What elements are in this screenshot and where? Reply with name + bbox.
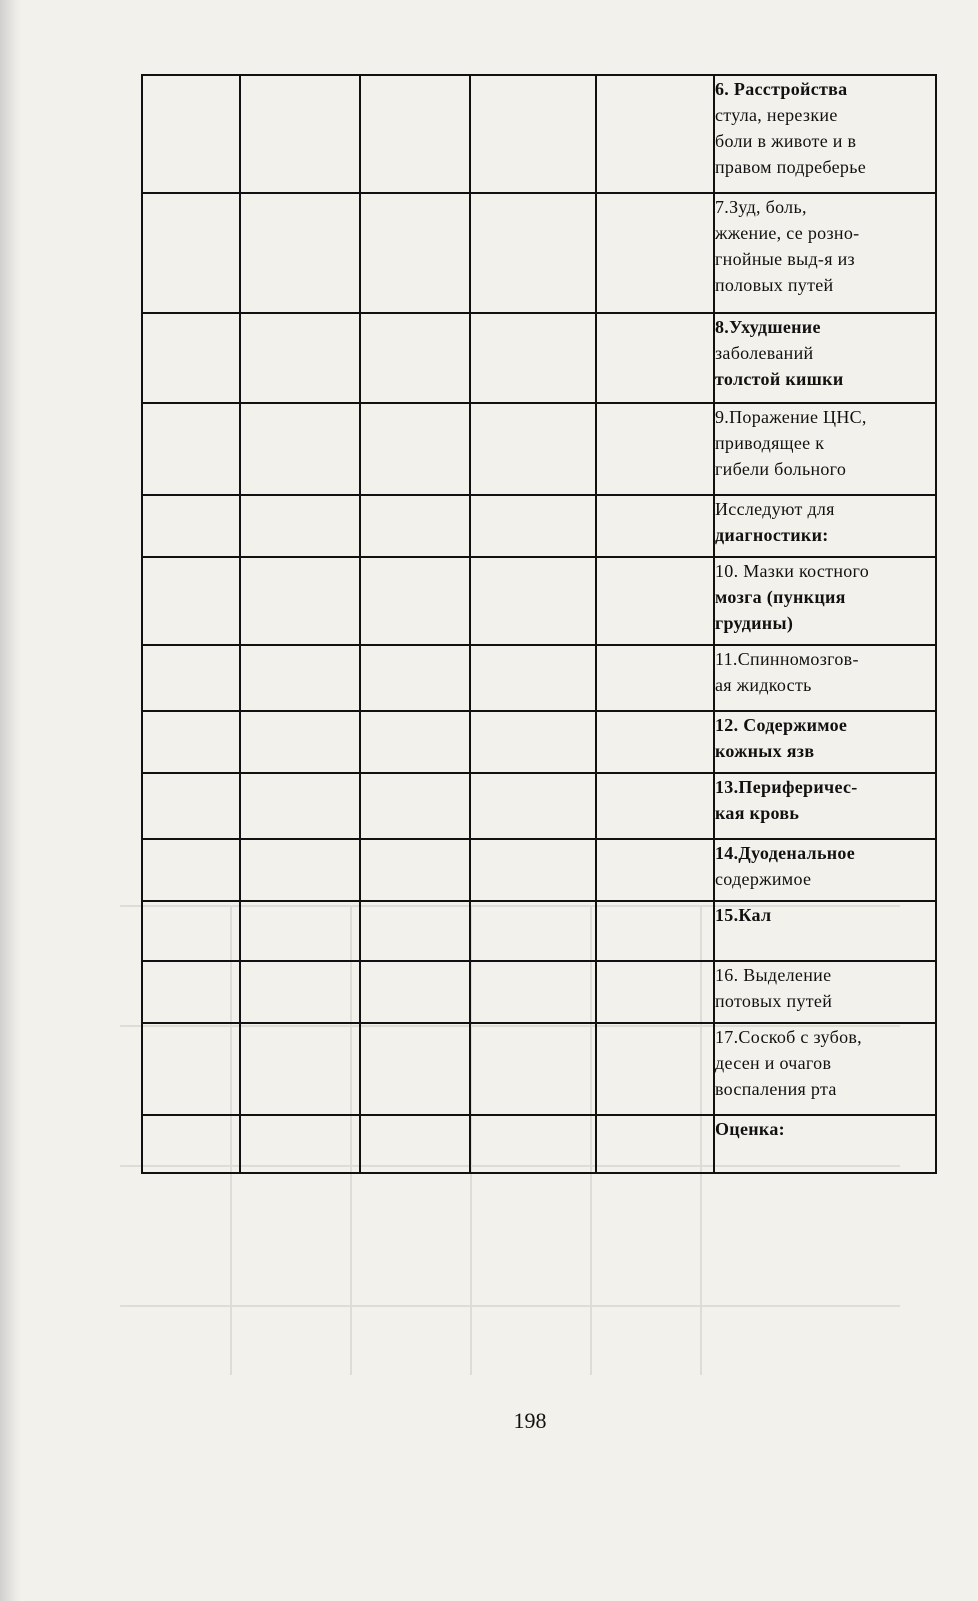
empty-cell	[470, 711, 596, 773]
criteria-line: жжение, се розно-	[715, 223, 860, 243]
page-number: 198	[513, 1408, 547, 1433]
empty-cell	[470, 313, 596, 403]
empty-cell	[240, 557, 360, 645]
empty-cell	[596, 839, 714, 901]
criteria-cell	[714, 901, 936, 961]
book-binding-shadow	[0, 0, 22, 1601]
criteria-line: грудины)	[715, 613, 794, 633]
table-row	[142, 1023, 936, 1115]
empty-cell	[142, 1023, 240, 1115]
criteria-line: толстой кишки	[715, 369, 844, 389]
empty-cell	[142, 1115, 240, 1173]
empty-cell	[470, 839, 596, 901]
criteria-line: воспаления рта	[715, 1079, 837, 1099]
criteria-cell	[714, 645, 936, 711]
empty-cell	[470, 403, 596, 495]
empty-cell	[142, 495, 240, 557]
empty-cell	[240, 773, 360, 839]
criteria-line: 7.Зуд, боль,	[715, 197, 807, 217]
empty-cell	[596, 313, 714, 403]
empty-cell	[360, 403, 470, 495]
criteria-line: кая кровь	[715, 803, 800, 823]
empty-cell	[142, 961, 240, 1023]
empty-cell	[360, 773, 470, 839]
criteria-line: 13.Периферичес-	[715, 777, 858, 797]
criteria-line: потовых путей	[715, 991, 833, 1011]
criteria-line: стула, нерезкие	[715, 105, 838, 125]
criteria-line: приводящее к	[715, 433, 825, 453]
empty-cell	[360, 901, 470, 961]
criteria-cell	[714, 773, 936, 839]
table-row	[142, 313, 936, 403]
empty-cell	[142, 403, 240, 495]
table-row	[142, 773, 936, 839]
table-row	[142, 711, 936, 773]
empty-cell	[596, 901, 714, 961]
empty-cell	[240, 901, 360, 961]
empty-cell	[470, 495, 596, 557]
empty-cell	[360, 645, 470, 711]
empty-cell	[596, 961, 714, 1023]
empty-cell	[360, 711, 470, 773]
criteria-line: 9.Поражение ЦНС,	[715, 407, 867, 427]
empty-cell	[596, 773, 714, 839]
table-row	[142, 403, 936, 495]
criteria-line: заболеваний	[715, 343, 814, 363]
empty-cell	[470, 1023, 596, 1115]
criteria-line: 17.Соскоб с зубов,	[715, 1027, 862, 1047]
criteria-line: диагностики:	[715, 525, 829, 545]
empty-cell	[142, 557, 240, 645]
criteria-line: гнойные выд-я из	[715, 249, 855, 269]
table-row	[142, 1115, 936, 1173]
criteria-cell	[714, 75, 936, 193]
empty-cell	[596, 557, 714, 645]
criteria-cell	[714, 193, 936, 313]
empty-cell	[240, 1115, 360, 1173]
empty-cell	[596, 193, 714, 313]
criteria-line: 6. Расстройства	[715, 79, 848, 99]
criteria-cell	[714, 711, 936, 773]
empty-cell	[142, 313, 240, 403]
empty-cell	[360, 313, 470, 403]
empty-cell	[360, 193, 470, 313]
empty-cell	[360, 1115, 470, 1173]
criteria-line: правом подреберье	[715, 157, 867, 177]
empty-cell	[596, 75, 714, 193]
empty-cell	[470, 645, 596, 711]
empty-cell	[470, 1115, 596, 1173]
criteria-line: половых путей	[715, 275, 834, 295]
empty-cell	[240, 839, 360, 901]
empty-cell	[142, 645, 240, 711]
criteria-line: 11.Спинномозгов-	[715, 649, 859, 669]
criteria-line: мозга (пункция	[715, 587, 846, 607]
criteria-line: 14.Дуоденальное	[715, 843, 856, 863]
table-row	[142, 193, 936, 313]
criteria-cell	[714, 557, 936, 645]
table-row	[142, 645, 936, 711]
criteria-line: гибели больного	[715, 459, 847, 479]
form-table	[141, 74, 937, 1174]
criteria-line: содержимое	[715, 869, 812, 889]
empty-cell	[142, 711, 240, 773]
empty-cell	[470, 193, 596, 313]
criteria-line: 10. Мазки костного	[715, 561, 870, 581]
criteria-line: 16. Выделение	[715, 965, 832, 985]
empty-cell	[360, 557, 470, 645]
empty-cell	[360, 495, 470, 557]
criteria-line: 15.Кал	[715, 905, 772, 925]
criteria-line: 8.Ухудшение	[715, 317, 821, 337]
table-row	[142, 495, 936, 557]
empty-cell	[240, 193, 360, 313]
criteria-line: Исследуют для	[715, 499, 835, 519]
empty-cell	[240, 711, 360, 773]
criteria-cell	[714, 495, 936, 557]
empty-cell	[360, 1023, 470, 1115]
table-row	[142, 961, 936, 1023]
criteria-cell	[714, 1023, 936, 1115]
empty-cell	[470, 901, 596, 961]
empty-cell	[596, 645, 714, 711]
criteria-line: ая жидкость	[715, 675, 812, 695]
table-row	[142, 557, 936, 645]
criteria-line: Оценка:	[715, 1119, 785, 1139]
empty-cell	[360, 75, 470, 193]
empty-cell	[142, 901, 240, 961]
criteria-cell	[714, 961, 936, 1023]
criteria-line: десен и очагов	[715, 1053, 832, 1073]
criteria-line: кожных язв	[715, 741, 815, 761]
empty-cell	[142, 193, 240, 313]
criteria-cell	[714, 403, 936, 495]
criteria-cell	[714, 1115, 936, 1173]
empty-cell	[596, 711, 714, 773]
empty-cell	[596, 495, 714, 557]
criteria-line: боли в животе и в	[715, 131, 857, 151]
empty-cell	[360, 961, 470, 1023]
empty-cell	[240, 1023, 360, 1115]
empty-cell	[142, 75, 240, 193]
criteria-line: 12. Содержимое	[715, 715, 848, 735]
empty-cell	[240, 75, 360, 193]
empty-cell	[596, 1023, 714, 1115]
empty-cell	[240, 645, 360, 711]
empty-cell	[360, 839, 470, 901]
empty-cell	[470, 773, 596, 839]
criteria-cell	[714, 839, 936, 901]
empty-cell	[142, 839, 240, 901]
empty-cell	[470, 557, 596, 645]
table-row	[142, 839, 936, 901]
table-row	[142, 901, 936, 961]
empty-cell	[596, 403, 714, 495]
empty-cell	[470, 961, 596, 1023]
table-row	[142, 75, 936, 193]
empty-cell	[470, 75, 596, 193]
empty-cell	[142, 773, 240, 839]
criteria-cell	[714, 313, 936, 403]
empty-cell	[240, 313, 360, 403]
empty-cell	[240, 495, 360, 557]
empty-cell	[240, 403, 360, 495]
empty-cell	[596, 1115, 714, 1173]
empty-cell	[240, 961, 360, 1023]
